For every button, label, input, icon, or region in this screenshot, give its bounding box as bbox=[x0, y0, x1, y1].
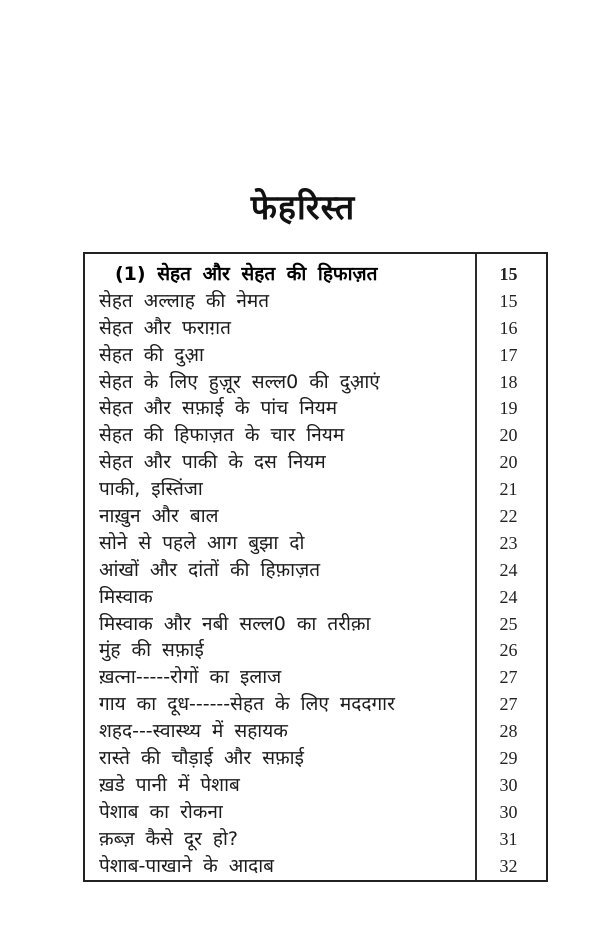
toc-entry-page: 25 bbox=[499, 613, 518, 634]
toc-row bbox=[85, 853, 546, 880]
toc-entry-label: सोने से पहले आग बुझा दो bbox=[99, 531, 305, 554]
toc-entry-label: आंखों और दांतों की हिफ़ाज़त bbox=[99, 558, 321, 581]
toc-row bbox=[85, 530, 546, 557]
toc-entry-label: मुंह की सफ़ाई bbox=[99, 639, 204, 662]
toc-entry-page: 32 bbox=[499, 855, 518, 876]
toc-row bbox=[85, 288, 546, 315]
toc-row bbox=[85, 476, 546, 503]
toc-row bbox=[85, 691, 546, 718]
toc-row bbox=[85, 745, 546, 772]
toc-row bbox=[85, 772, 546, 799]
toc-entry-label: मिस्वाक और नबी सल्ल0 का तरीक़ा bbox=[99, 612, 371, 635]
toc-row bbox=[85, 584, 546, 611]
toc-entry-page: 20 bbox=[499, 425, 518, 446]
toc-entry-label: पेशाब का रोकना bbox=[99, 800, 223, 823]
toc-row bbox=[85, 261, 546, 288]
toc-entry-label: रास्ते की चौड़ाई और सफ़ाई bbox=[99, 747, 304, 770]
toc-entry-page: 20 bbox=[499, 452, 518, 473]
toc-entry-page: 29 bbox=[499, 748, 518, 769]
toc-entry-page: 27 bbox=[499, 694, 518, 715]
toc-entry-page: 26 bbox=[499, 640, 518, 661]
toc-row bbox=[85, 369, 546, 396]
toc-entry-label: सेहत के लिए हुज़ूर सल्ल0 की दुआ़एं bbox=[99, 370, 380, 393]
toc-row bbox=[85, 611, 546, 638]
toc-entry-page: 24 bbox=[499, 586, 518, 607]
toc-entry-label: सेहत अल्लाह की नेमत bbox=[99, 289, 270, 312]
toc-entry-page: 22 bbox=[499, 506, 518, 527]
toc-entry-label: गाय का दूध------सेहत के लिए मददगार bbox=[99, 693, 395, 716]
toc-row bbox=[85, 422, 546, 449]
toc-entry-label: सेहत की हिफाज़त के चार नियम bbox=[99, 424, 345, 447]
toc-entry-label: सेहत और सफ़ाई के पांच नियम bbox=[99, 397, 338, 420]
toc-row bbox=[85, 664, 546, 691]
toc-column-divider bbox=[475, 254, 477, 880]
toc-entry-label: पेशाब-पाखाने के आदाब bbox=[99, 854, 275, 877]
toc-entry-label: मिस्वाक bbox=[99, 585, 153, 608]
toc-entry-label: सेहत और पाकी के दस नियम bbox=[99, 451, 326, 474]
page-title: फेहरिस्त bbox=[250, 188, 356, 228]
toc-entry-label: ख़त्ना-----रोगों का इलाज bbox=[99, 666, 282, 689]
toc-entry-page: 24 bbox=[499, 559, 518, 580]
toc-entry-page: 28 bbox=[499, 721, 518, 742]
toc-entry-page: 23 bbox=[499, 532, 518, 553]
toc-entry-label: शहद---स्वास्थ्य में सहायक bbox=[99, 720, 288, 743]
toc-entry-label: सेहत की दुआ़ bbox=[99, 343, 204, 366]
toc-row bbox=[85, 718, 546, 745]
toc-entry-label: क़ब्ज़ कैसे दूर हो? bbox=[99, 827, 239, 850]
toc-rows bbox=[85, 261, 546, 878]
toc-row bbox=[85, 799, 546, 826]
toc-entry-page: 17 bbox=[499, 344, 518, 365]
toc-entry-label: नाख़ुन और बाल bbox=[99, 505, 219, 528]
toc-entry-label: ख़डे पानी में पेशाब bbox=[99, 773, 240, 796]
toc-row bbox=[85, 557, 546, 584]
toc-entry-page: 18 bbox=[499, 371, 518, 392]
toc-entry-page: 27 bbox=[499, 667, 518, 688]
toc-row bbox=[85, 826, 546, 853]
toc-entry-label: पाकी, इस्तिंजा bbox=[99, 478, 203, 501]
toc-entry-page: 19 bbox=[499, 398, 518, 419]
toc-row bbox=[85, 503, 546, 530]
toc-row bbox=[85, 395, 546, 422]
toc-entry-page: 21 bbox=[499, 479, 518, 500]
toc-entry-label: (1) सेहत और सेहत की हिफाज़त bbox=[115, 263, 378, 285]
toc-row bbox=[85, 637, 546, 664]
toc-row bbox=[85, 315, 546, 342]
toc-box bbox=[83, 252, 548, 882]
toc-entry-page: 30 bbox=[499, 801, 518, 822]
toc-entry-label: सेहत और फराग़त bbox=[99, 316, 231, 339]
toc-row bbox=[85, 449, 546, 476]
toc-entry-page: 31 bbox=[499, 828, 518, 849]
toc-entry-page: 15 bbox=[499, 290, 518, 311]
toc-entry-page: 16 bbox=[499, 317, 518, 338]
toc-row bbox=[85, 342, 546, 369]
toc-entry-page: 30 bbox=[499, 774, 518, 795]
toc-entry-page: 15 bbox=[499, 264, 518, 284]
